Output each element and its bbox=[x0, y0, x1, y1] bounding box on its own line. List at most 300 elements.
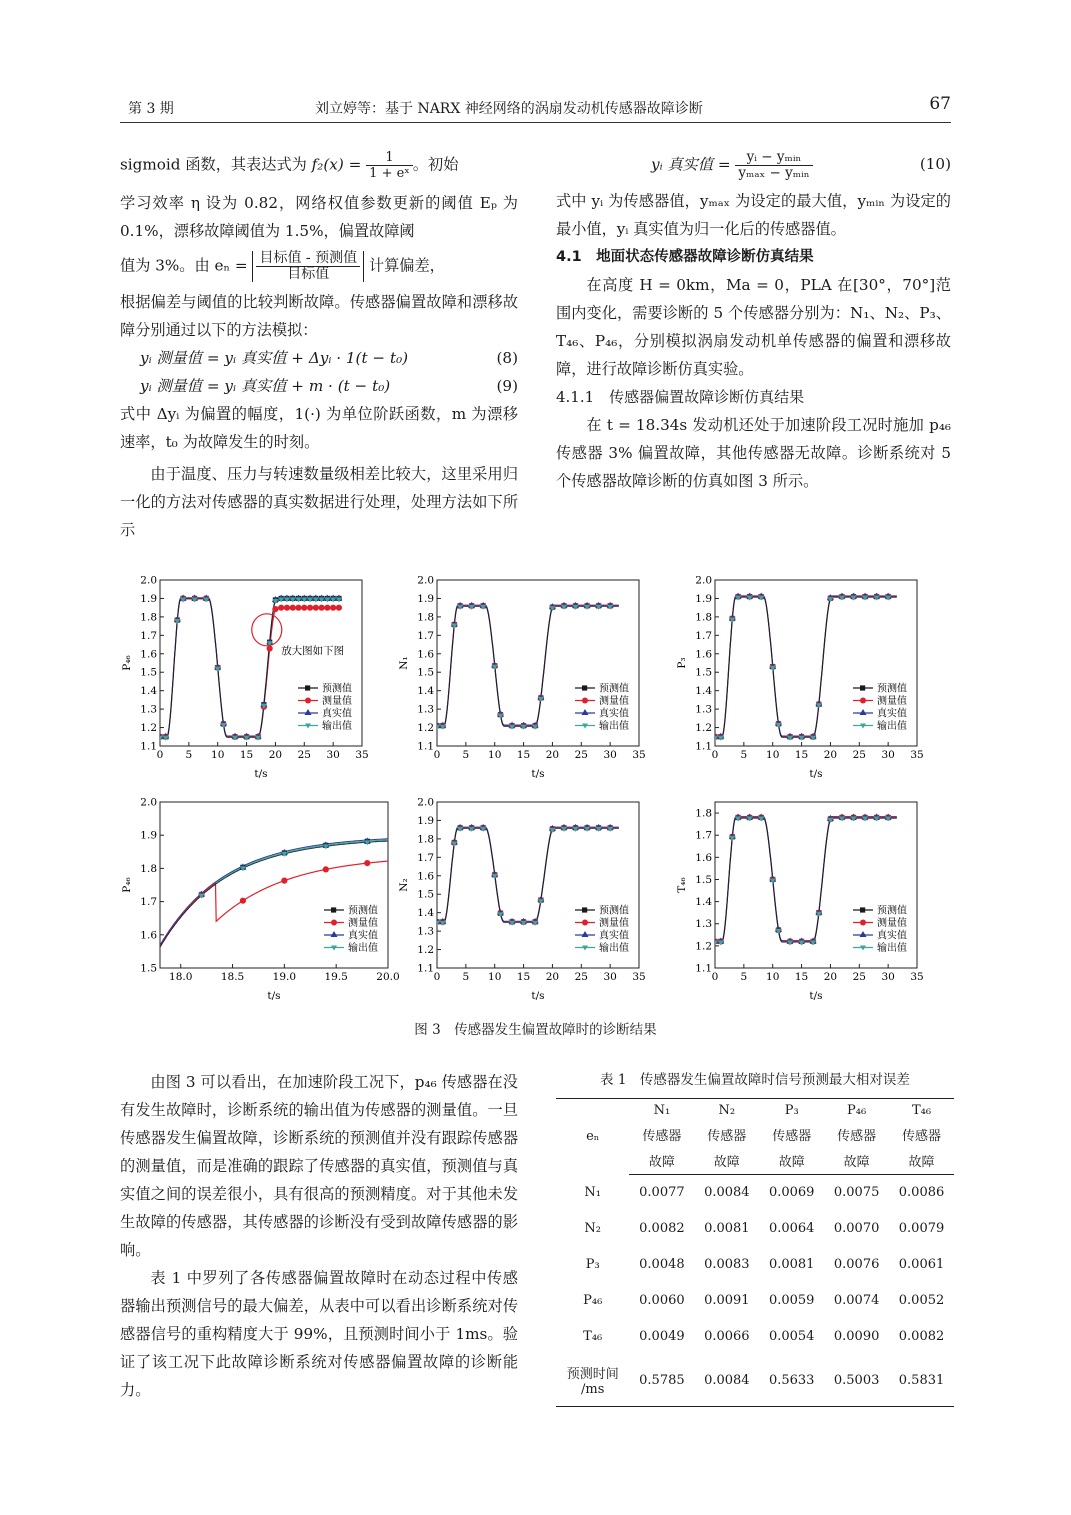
table-cell: 0.0064 bbox=[768, 1221, 815, 1236]
legend-marker bbox=[860, 709, 867, 715]
x-axis-label: t/s bbox=[531, 768, 545, 780]
y-tick-label: 1.5 bbox=[695, 873, 712, 886]
column-header: P₄₆ bbox=[824, 1099, 889, 1123]
equation-10 bbox=[556, 150, 951, 181]
y-tick-label: 1.8 bbox=[417, 833, 434, 846]
series-measured-line bbox=[437, 828, 619, 922]
column-header: T₄₆ bbox=[889, 1099, 954, 1123]
figure-3 bbox=[0, 570, 1071, 1010]
text-run: 值为 3%。由 eₙ = bbox=[120, 256, 248, 275]
chart-panel-4 bbox=[121, 797, 400, 1003]
x-tick-label: 15 bbox=[794, 749, 809, 761]
y-tick-label: 1.5 bbox=[417, 888, 434, 901]
table-cell: 0.0086 bbox=[898, 1185, 945, 1201]
legend-label: 真实值 bbox=[348, 930, 378, 942]
fraction-normalize bbox=[735, 150, 812, 181]
series-measured-line bbox=[437, 606, 619, 726]
legend-label: 预测值 bbox=[599, 905, 629, 917]
legend-label: 测量值 bbox=[348, 918, 378, 929]
x-tick-label: 10 bbox=[766, 971, 780, 983]
y-tick-label: 1.3 bbox=[695, 918, 712, 931]
table-cell: 0.5633 bbox=[759, 1355, 824, 1407]
y-tick-label: 1.7 bbox=[417, 851, 434, 864]
paragraph-analysis: 由图 3 可以看出，在加速阶段工况下，p₄₆ 传感器在没有发生故障时，诊断系统的输出值为传感器的测量值。一旦传感器发生偏置故障，诊断系统的预测值并没有跟踪传感器的测量值，而是准确的跟踪了传感器的真实值，预测值与真实值之间的误差很小，具有很高的预测精度。对于其他未发生故障的传感器，其传感器的诊断没有受到故障传感器的影响。 bbox=[120, 1073, 518, 1259]
legend-label: 输出值 bbox=[599, 943, 629, 954]
x-tick-label: 25 bbox=[574, 749, 588, 761]
x-tick-label: 18.0 bbox=[169, 971, 193, 983]
x-tick-label: 25 bbox=[574, 971, 588, 983]
y-tick-label: 1.6 bbox=[417, 648, 434, 661]
legend-label: 真实值 bbox=[599, 708, 629, 720]
y-tick-label: 1.5 bbox=[140, 666, 157, 679]
fraction-numerator: 目标值 - 预测值 bbox=[256, 251, 360, 267]
y-tick-label: 1.6 bbox=[140, 929, 157, 942]
x-tick-label: 5 bbox=[740, 971, 748, 983]
column-sub-header: 传感器 bbox=[902, 1129, 942, 1144]
series-real-line bbox=[437, 827, 619, 921]
y-tick-label: 1.7 bbox=[695, 829, 712, 842]
row-label: T₄₆ bbox=[583, 1329, 603, 1344]
table-title: 表 1 传感器发生偏置故障时信号预测最大相对误差 bbox=[600, 1072, 910, 1088]
y-tick-label: 1.6 bbox=[140, 648, 157, 661]
y-tick-label: 1.4 bbox=[417, 907, 434, 920]
column-sub-header: 故障 bbox=[759, 1147, 824, 1175]
legend-label: 预测值 bbox=[322, 683, 352, 695]
column-sub-header: 传感器 bbox=[707, 1129, 747, 1144]
y-tick-label: 1.5 bbox=[417, 666, 434, 679]
legend-marker bbox=[582, 931, 589, 937]
x-tick-label: 0 bbox=[433, 749, 441, 761]
y-tick-label: 1.9 bbox=[695, 592, 712, 605]
marker-measured bbox=[307, 605, 313, 611]
x-tick-label: 35 bbox=[910, 749, 924, 761]
equation-body bbox=[651, 150, 813, 181]
y-tick-label: 1.9 bbox=[140, 829, 157, 842]
table-header-row bbox=[556, 1099, 954, 1123]
legend-label: 预测值 bbox=[877, 683, 907, 695]
x-tick-label: 5 bbox=[740, 749, 748, 761]
row-label: N₁ bbox=[584, 1185, 602, 1200]
marker-measured bbox=[301, 605, 307, 611]
x-tick-label: 15 bbox=[516, 749, 531, 761]
column-header: P₃ bbox=[759, 1099, 824, 1123]
series-real-line bbox=[160, 839, 388, 945]
y-tick-label: 1.2 bbox=[695, 722, 712, 735]
legend-label: 真实值 bbox=[322, 708, 352, 720]
legend-label: 输出值 bbox=[599, 721, 629, 732]
row-label: P₃ bbox=[585, 1257, 600, 1272]
x-tick-label: 20 bbox=[545, 971, 560, 983]
legend-label: 输出值 bbox=[877, 943, 907, 954]
column-header: N₁ bbox=[629, 1099, 694, 1123]
table-cell: 0.0074 bbox=[833, 1293, 880, 1308]
y-axis-label: P₄₆ bbox=[121, 877, 133, 893]
legend-marker bbox=[860, 907, 865, 912]
table-row bbox=[556, 1355, 954, 1407]
y-axis-label: P₃ bbox=[676, 657, 688, 669]
x-tick-label: 30 bbox=[603, 749, 617, 761]
right-column-top bbox=[556, 150, 951, 495]
series-measured-line bbox=[715, 597, 897, 737]
equation-number: (9) bbox=[496, 377, 518, 395]
error-table bbox=[556, 1098, 954, 1407]
text-run: sigmoid 函数，其表达式为 bbox=[120, 155, 312, 174]
text-run: 计算偏差， bbox=[368, 256, 445, 275]
section-heading-4-1-1: 4.1.1 传感器偏置故障诊断仿真结果 bbox=[556, 388, 805, 406]
legend bbox=[853, 904, 907, 955]
table-row bbox=[556, 1319, 954, 1355]
x-tick-label: 35 bbox=[355, 749, 369, 761]
x-tick-label: 10 bbox=[211, 749, 225, 761]
table-cell: 0.5831 bbox=[889, 1355, 954, 1407]
equation-9 bbox=[120, 372, 518, 400]
table-row bbox=[556, 1175, 954, 1211]
x-tick-label: 35 bbox=[910, 971, 924, 983]
legend-label: 预测值 bbox=[877, 905, 907, 917]
y-tick-label: 1.7 bbox=[695, 629, 712, 642]
x-axis-label: t/s bbox=[809, 768, 823, 780]
y-tick-label: 1.6 bbox=[695, 851, 712, 864]
marker-measured bbox=[324, 605, 330, 611]
left-column-top bbox=[120, 150, 518, 544]
series-predicted-line bbox=[437, 828, 619, 922]
x-tick-label: 30 bbox=[881, 971, 895, 983]
y-tick-label: 1.8 bbox=[417, 611, 434, 624]
x-tick-label: 0 bbox=[711, 971, 719, 983]
fraction-denominator: 1 + eˣ bbox=[369, 166, 410, 181]
series-real-line bbox=[437, 605, 619, 725]
series-predicted-line bbox=[715, 597, 897, 737]
x-tick-label: 35 bbox=[632, 971, 646, 983]
x-tick-label: 25 bbox=[852, 971, 866, 983]
series-group bbox=[712, 593, 897, 741]
legend-label: 预测值 bbox=[599, 683, 629, 695]
paragraph-fault-sim: 根据偏差与阈值的比较判断故障。传感器偏置故障和漂移故障分别通过以下的方法模拟： bbox=[120, 293, 518, 339]
y-tick-label: 1.9 bbox=[417, 814, 434, 827]
row-label-line: 预测时间 bbox=[566, 1367, 619, 1383]
x-tick-label: 10 bbox=[766, 749, 780, 761]
y-tick-label: 1.7 bbox=[417, 629, 434, 642]
x-tick-label: 0 bbox=[156, 749, 164, 761]
marker-measured bbox=[281, 878, 287, 884]
table-cell: 0.0066 bbox=[704, 1329, 750, 1344]
legend-marker bbox=[305, 698, 311, 704]
y-tick-label: 1.1 bbox=[695, 740, 712, 753]
x-tick-label: 0 bbox=[433, 971, 441, 983]
series-group bbox=[712, 813, 897, 945]
y-tick-label: 1.3 bbox=[695, 703, 712, 716]
table-row bbox=[556, 1283, 954, 1319]
legend-label: 输出值 bbox=[348, 943, 378, 954]
legend-marker bbox=[582, 920, 588, 926]
x-tick-label: 18.5 bbox=[220, 971, 245, 983]
y-tick-label: 1.8 bbox=[140, 611, 157, 624]
y-tick-label: 2.0 bbox=[140, 574, 157, 587]
marker-measured bbox=[364, 860, 370, 866]
legend-marker bbox=[331, 907, 336, 912]
series-group bbox=[434, 602, 619, 730]
chart-panel-1 bbox=[121, 575, 369, 781]
x-tick-label: 20.0 bbox=[376, 971, 400, 983]
marker-measured bbox=[319, 605, 325, 611]
legend-marker bbox=[305, 685, 310, 690]
figure-caption: 图 3 传感器发生偏置故障时的诊断结果 bbox=[414, 1022, 657, 1038]
x-tick-label: 5 bbox=[462, 971, 470, 983]
text-run: 。初始 bbox=[412, 155, 459, 174]
legend-label: 测量值 bbox=[877, 696, 907, 707]
marker-measured bbox=[313, 605, 319, 611]
y-tick-label: 2.0 bbox=[417, 574, 434, 587]
row-label: P₄₆ bbox=[583, 1293, 603, 1308]
x-tick-label: 30 bbox=[603, 971, 617, 983]
column-sub-header: 故障 bbox=[824, 1147, 889, 1175]
legend-label: 预测值 bbox=[348, 905, 378, 917]
table-cell: 0.0049 bbox=[639, 1329, 685, 1344]
marker-measured bbox=[336, 605, 342, 611]
y-tick-label: 1.4 bbox=[695, 896, 712, 909]
legend-label: 测量值 bbox=[599, 918, 629, 929]
y-tick-label: 1.8 bbox=[695, 611, 712, 624]
y-tick-label: 1.2 bbox=[417, 722, 434, 735]
equation-number: (10) bbox=[919, 155, 951, 173]
table-cell: 0.0083 bbox=[704, 1257, 750, 1272]
paragraph-deviation bbox=[120, 251, 518, 282]
table-cell: 0.0061 bbox=[898, 1257, 945, 1272]
y-axis-label: N₁ bbox=[398, 656, 410, 670]
table-cell: 0.0059 bbox=[768, 1293, 815, 1308]
x-tick-label: 30 bbox=[881, 749, 895, 761]
issue-number: 第 3 期 bbox=[128, 101, 174, 117]
legend-marker bbox=[582, 698, 588, 704]
paragraph-normalize: 由于温度、压力与转速数量级相差比较大，这里采用归一化的方法对传感器的真实数据进行处理，处理方法如下所示 bbox=[120, 465, 518, 539]
legend bbox=[853, 682, 907, 733]
marker-measured bbox=[278, 605, 284, 611]
left-column-bottom bbox=[120, 1068, 518, 1404]
y-tick-label: 1.7 bbox=[140, 629, 157, 642]
table-cell: 0.5003 bbox=[824, 1355, 889, 1407]
x-tick-label: 19.5 bbox=[324, 971, 348, 983]
series-output-line bbox=[715, 597, 897, 737]
paragraph-bias-fault: 在 t = 18.34s 发动机还处于加速阶段工况时施加 p₄₆ 传感器 3% 偏置故障，其他传感器无故障。诊断系统对 5 个传感器故障诊断的仿真如图 3 所示。 bbox=[556, 416, 951, 490]
y-axis-label: P₄₆ bbox=[121, 655, 133, 671]
paragraph-sigmoid bbox=[120, 150, 518, 181]
x-tick-label: 10 bbox=[488, 971, 502, 983]
equation-text: yᵢ 真实值 = bbox=[651, 155, 731, 174]
legend-marker bbox=[331, 920, 337, 926]
formula-fx: f₂(x) = bbox=[311, 155, 362, 174]
table-row bbox=[556, 1247, 954, 1283]
zoom-circle bbox=[252, 614, 282, 646]
y-tick-label: 1.5 bbox=[140, 962, 157, 975]
x-tick-label: 20 bbox=[268, 749, 283, 761]
series-output-line bbox=[437, 828, 619, 922]
column-header: N₂ bbox=[694, 1099, 759, 1123]
y-tick-label: 1.4 bbox=[695, 685, 712, 698]
fraction-numerator: 1 bbox=[366, 150, 413, 166]
legend-marker bbox=[860, 920, 866, 926]
x-tick-label: 15 bbox=[516, 971, 531, 983]
chart-panel-5 bbox=[398, 797, 646, 1003]
paragraph-definitions: 式中 Δyᵢ 为偏置的幅度，1(·) 为单位阶跃函数，m 为漂移速率，t₀ 为故障发生的时刻。 bbox=[120, 405, 518, 451]
legend-marker bbox=[331, 931, 338, 937]
legend-marker bbox=[860, 685, 865, 690]
column-sub-header: 传感器 bbox=[642, 1129, 682, 1144]
series-real-line bbox=[160, 598, 345, 736]
page-number: 67 bbox=[929, 94, 951, 114]
legend bbox=[575, 904, 629, 955]
series-predicted-line bbox=[715, 818, 897, 942]
series-measured-line bbox=[160, 598, 345, 736]
x-tick-label: 35 bbox=[632, 749, 646, 761]
y-tick-label: 1.6 bbox=[417, 870, 434, 883]
fraction-denominator: 目标值 bbox=[287, 266, 330, 282]
y-tick-label: 1.4 bbox=[140, 685, 157, 698]
paragraph-ground-state: 在高度 H = 0km，Ma = 0，PLA 在[30°，70°]范围内变化，需要诊断的 5 个传感器分别为：N₁、N₂、P₃、T₄₆、P₄₆，分别模拟涡扇发动机单传感器的偏置和漂移故障，进行故障诊断仿真实验。 bbox=[556, 276, 951, 378]
legend-label: 输出值 bbox=[322, 721, 352, 732]
x-axis-label: t/s bbox=[267, 990, 281, 1002]
table-cell: 0.0082 bbox=[639, 1221, 685, 1236]
row-label-line: /ms bbox=[581, 1382, 605, 1398]
y-tick-label: 1.1 bbox=[417, 740, 434, 753]
paragraph-yi-def: 式中 yᵢ 为传感器值，yₘₐₓ 为设定的最大值，yₘᵢₙ 为设定的最小值，yᵢ 真实值为归一化后的传感器值。 bbox=[556, 192, 951, 238]
marker-measured bbox=[240, 898, 246, 904]
x-axis-label: t/s bbox=[254, 768, 268, 780]
row-label bbox=[556, 1355, 629, 1407]
y-axis-label: N₂ bbox=[398, 878, 410, 892]
y-tick-label: 1.3 bbox=[417, 703, 434, 716]
y-tick-label: 1.1 bbox=[417, 962, 434, 975]
column-sub-header: 传感器 bbox=[837, 1129, 877, 1144]
section-heading-4-1: 4.1 地面状态传感器故障诊断仿真结果 bbox=[556, 249, 814, 265]
y-tick-label: 1.4 bbox=[417, 685, 434, 698]
table-cell: 0.0069 bbox=[768, 1185, 815, 1201]
running-title: 刘立婷等：基于 NARX 神经网络的涡扇发动机传感器故障诊断 bbox=[315, 101, 703, 117]
table-cell: 0.0060 bbox=[639, 1293, 685, 1308]
legend bbox=[298, 682, 352, 733]
column-sub-header: 故障 bbox=[694, 1147, 759, 1175]
marker-measured bbox=[272, 606, 278, 612]
x-tick-label: 5 bbox=[462, 749, 470, 761]
running-header bbox=[120, 96, 951, 123]
legend-marker bbox=[305, 709, 312, 715]
table-cell: 0.0076 bbox=[833, 1257, 880, 1272]
x-tick-label: 20 bbox=[545, 749, 560, 761]
chart-panel-6 bbox=[676, 802, 924, 1002]
y-tick-label: 1.9 bbox=[417, 592, 434, 605]
y-tick-label: 1.7 bbox=[140, 896, 157, 909]
table-cell: 0.0081 bbox=[768, 1257, 815, 1272]
fraction-numerator: yᵢ − yₘᵢₙ bbox=[735, 150, 812, 166]
legend-label: 测量值 bbox=[599, 696, 629, 707]
annotation-text: 放大图如下图 bbox=[281, 644, 345, 657]
table-cell: 0.0082 bbox=[898, 1329, 945, 1344]
x-tick-label: 15 bbox=[794, 971, 809, 983]
legend-marker bbox=[860, 931, 867, 937]
x-tick-label: 25 bbox=[297, 749, 311, 761]
series-output-line bbox=[437, 606, 619, 726]
marker-measured bbox=[295, 605, 301, 611]
y-tick-label: 1.1 bbox=[695, 962, 712, 975]
table-cell: 0.0084 bbox=[694, 1355, 759, 1407]
x-axis-label: t/s bbox=[531, 990, 545, 1002]
equation-text: yᵢ 测量值 = yᵢ 真实值 + m · (t − t₀) bbox=[140, 377, 391, 395]
series-real-line bbox=[715, 596, 897, 736]
y-tick-label: 1.8 bbox=[695, 807, 712, 820]
legend-label: 真实值 bbox=[599, 930, 629, 942]
table-cell: 0.0084 bbox=[704, 1185, 750, 1201]
column-sub-header: 故障 bbox=[889, 1147, 954, 1175]
chart-panel-3 bbox=[676, 575, 924, 781]
series-predicted-line bbox=[437, 606, 619, 726]
legend-label: 真实值 bbox=[877, 708, 907, 720]
abs-bracket bbox=[252, 251, 364, 282]
legend-label: 测量值 bbox=[322, 696, 352, 707]
legend-marker bbox=[582, 685, 587, 690]
table-cell: 0.0091 bbox=[704, 1293, 750, 1308]
series-output-line bbox=[160, 598, 345, 736]
paragraph-table-summary: 表 1 中罗列了各传感器偏置故障时在动态过程中传感器输出预测信号的最大偏差，从表中可以看出诊断系统对传感器信号的重构精度大于 99%，且预测时间小于 1ms。验证了该工况下此故障诊断系统对传感器偏置故障的诊断能力。 bbox=[120, 1269, 518, 1399]
y-tick-label: 1.5 bbox=[695, 666, 712, 679]
y-tick-label: 2.0 bbox=[417, 796, 434, 809]
table-row bbox=[556, 1211, 954, 1247]
table-cell: 0.0075 bbox=[833, 1185, 880, 1201]
equation-8 bbox=[120, 344, 518, 372]
x-tick-label: 19.0 bbox=[272, 971, 297, 983]
fraction-sigmoid bbox=[366, 150, 413, 181]
table-corner: eₙ bbox=[556, 1099, 629, 1175]
x-tick-label: 20 bbox=[823, 749, 838, 761]
table-cell: 0.0077 bbox=[639, 1185, 685, 1201]
y-tick-label: 1.6 bbox=[695, 648, 712, 661]
y-axis-label: T₄₆ bbox=[676, 877, 688, 893]
x-tick-label: 10 bbox=[488, 749, 502, 761]
table-cell: 0.0070 bbox=[833, 1221, 880, 1236]
series-predicted-line bbox=[160, 599, 345, 737]
legend-marker bbox=[582, 907, 587, 912]
marker-measured bbox=[323, 866, 329, 872]
legend-marker bbox=[860, 698, 866, 704]
legend-label: 输出值 bbox=[877, 721, 907, 732]
y-tick-label: 1.3 bbox=[140, 703, 157, 716]
column-sub-header: 故障 bbox=[629, 1147, 694, 1175]
series-group bbox=[157, 594, 343, 740]
y-tick-label: 1.3 bbox=[417, 925, 434, 938]
table-cell: 0.5785 bbox=[629, 1355, 694, 1407]
marker-measured bbox=[330, 605, 336, 611]
x-tick-label: 20 bbox=[823, 971, 838, 983]
table-cell: 0.0052 bbox=[898, 1293, 945, 1308]
y-tick-label: 1.1 bbox=[140, 740, 157, 753]
legend-marker bbox=[582, 709, 589, 715]
legend-label: 测量值 bbox=[877, 918, 907, 929]
y-tick-label: 1.8 bbox=[140, 862, 157, 875]
y-tick-label: 2.0 bbox=[695, 574, 712, 587]
x-tick-label: 15 bbox=[239, 749, 254, 761]
paragraph-params: 学习效率 η 设为 0.82，网络权值参数更新的阈值 Eₚ 为 0.1%，漂移故障阈值为 1.5%，偏置故障阈 bbox=[120, 194, 518, 240]
column-sub-header: 传感器 bbox=[772, 1129, 812, 1144]
marker-measured bbox=[290, 605, 296, 611]
row-label: N₂ bbox=[584, 1221, 602, 1236]
y-tick-label: 1.2 bbox=[695, 940, 712, 953]
x-tick-label: 0 bbox=[711, 749, 719, 761]
table-cell: 0.0079 bbox=[898, 1221, 945, 1236]
y-tick-label: 1.2 bbox=[417, 944, 434, 957]
table-cell: 0.0048 bbox=[639, 1257, 685, 1272]
legend bbox=[324, 904, 378, 955]
table-1-block bbox=[556, 1068, 954, 1407]
y-tick-label: 2.0 bbox=[140, 796, 157, 809]
legend bbox=[575, 682, 629, 733]
